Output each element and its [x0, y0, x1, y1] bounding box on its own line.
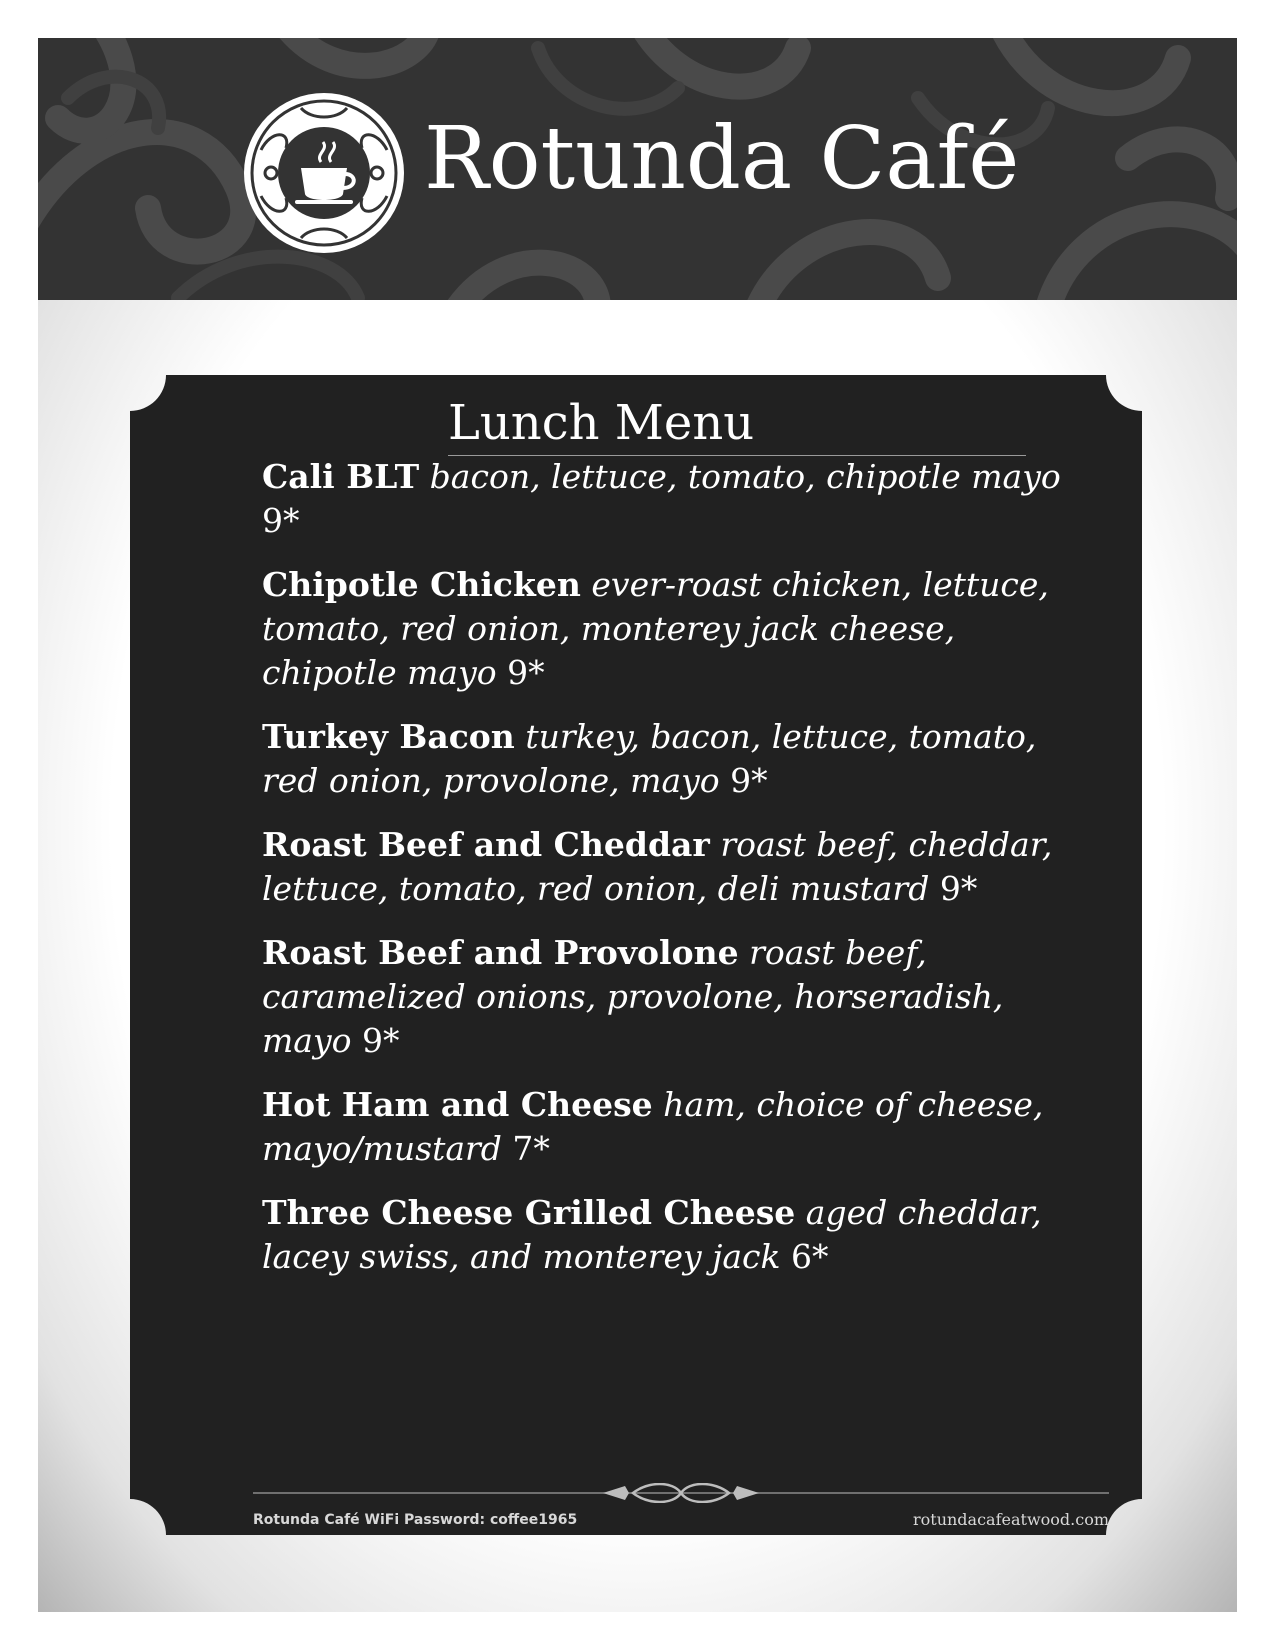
- menu-item: [262, 931, 1082, 1063]
- item-name: Three Cheese Grilled Cheese: [262, 1193, 796, 1232]
- menu-item: [262, 455, 1082, 543]
- item-price: 9*: [262, 501, 300, 540]
- ornament-divider: [253, 1483, 1109, 1503]
- item-price: 9*: [939, 869, 978, 908]
- menu-item: [262, 563, 1082, 695]
- menu-item: [262, 823, 1082, 911]
- item-price: 7*: [512, 1129, 550, 1168]
- item-name: Roast Beef and Provolone: [262, 933, 739, 972]
- item-price: 9*: [507, 653, 545, 692]
- item-price: 9*: [361, 1021, 400, 1060]
- menu-item: [262, 1083, 1082, 1171]
- coffee-cup-icon: [241, 90, 407, 256]
- item-description: roast beef, cheddar, lettuce, tomato, red onion, deli mustard: [262, 825, 1053, 908]
- item-description: aged cheddar, lacey swiss, and monterey jack: [262, 1193, 1042, 1276]
- menu-sheet: [38, 38, 1237, 1612]
- item-name: Turkey Bacon: [262, 717, 515, 756]
- item-name: Chipotle Chicken: [262, 565, 581, 604]
- brand-name: Rotunda Café: [424, 109, 1020, 209]
- menu-item: [262, 1191, 1082, 1279]
- item-description: ever-roast chicken, lettuce, tomato, red onion, monterey jack cheese, chipotle mayo: [262, 565, 1049, 692]
- menu-title: Lunch Menu: [448, 395, 755, 451]
- menu-items: [262, 455, 1082, 1299]
- item-name: Roast Beef and Cheddar: [262, 825, 710, 864]
- item-price: 9*: [730, 761, 768, 800]
- item-name: Cali BLT: [262, 457, 420, 496]
- item-name: Hot Ham and Cheese: [262, 1085, 653, 1124]
- item-price: 6*: [791, 1237, 829, 1276]
- wifi-password: Rotunda Café WiFi Password: coffee1965: [253, 1512, 578, 1528]
- chalkboard: [130, 375, 1142, 1535]
- item-description: roast beef, caramelized onions, provolone, horseradish, mayo: [262, 933, 1004, 1060]
- item-description: bacon, lettuce, tomato, chipotle mayo: [429, 457, 1061, 496]
- menu-item: [262, 715, 1082, 803]
- item-description: turkey, bacon, lettuce, tomato, red onion, provolone, mayo: [262, 717, 1037, 800]
- logo: [241, 90, 407, 256]
- header-banner: [38, 38, 1237, 300]
- item-description: ham, choice of cheese, mayo/mustard: [262, 1085, 1044, 1168]
- website-link[interactable]: rotundacafeatwood.com: [912, 1510, 1109, 1529]
